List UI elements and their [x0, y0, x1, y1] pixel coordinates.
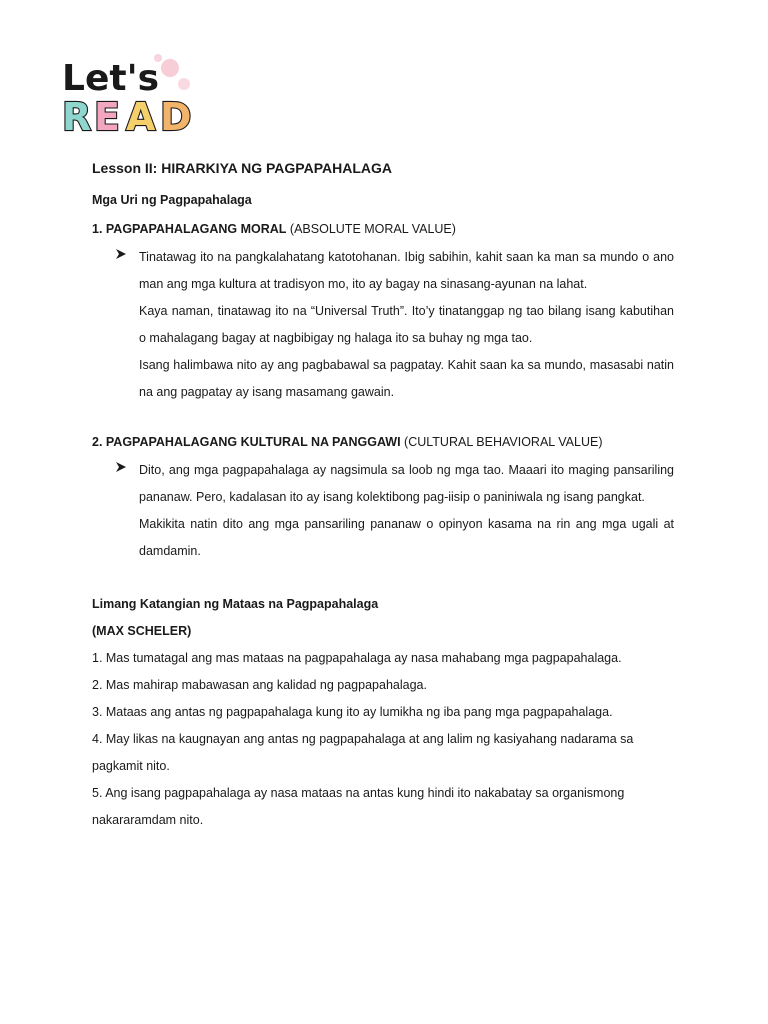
list-item: 2. Mas mahirap mabawasan ang kalidad ng pagpapahalaga.	[92, 678, 427, 692]
section1-heading: 1. PAGPAPAHALAGANG MORAL (ABSOLUTE MORAL VALUE)	[92, 222, 456, 236]
subtitle: Mga Uri ng Pagpapahalaga	[92, 193, 252, 207]
lesson-title: Lesson II: HIRARKIYA NG PAGPAPAHALAGA	[92, 160, 392, 176]
characteristics-title: Limang Katangian ng Mataas na Pagpapahalaga	[92, 597, 379, 611]
section2-heading: 2. PAGPAPAHALAGANG KULTURAL NA PANGGAWI (CULTURAL BEHAVIORAL VALUE)	[92, 435, 603, 449]
document-body	[92, 158, 674, 834]
section1-paragraph: Tinatawag ito na pangkalahatang katotohanan. Ibig sabihin, kahit saan ka man sa mundo o ano man ang mga kultura at tradisyon mo, ito ay bagay na sinasang-ayunan na lahat.	[139, 250, 674, 291]
list-item: 4. May likas na kaugnayan ang antas ng pagpapahalaga at ang lalim ng kasiyahang nadarama sa pagkamit nito.	[92, 732, 634, 773]
characteristics-author: (MAX SCHELER)	[92, 624, 192, 638]
svg-text:R: R	[62, 95, 92, 139]
logo-lets: Let's	[62, 58, 160, 99]
characteristics-list	[92, 645, 674, 834]
svg-text:E: E	[94, 95, 120, 139]
section2-bullet	[92, 457, 674, 565]
section2-paragraph: Dito, ang mga pagpapahalaga ay nagsimula sa loob ng mga tao. Maaari ito maging pansariling pananaw. Pero, kadalasan ito ay isang kolektibong pag-iisip o paniniwala ng isang pangkat.	[139, 463, 674, 504]
list-item: 5. Ang isang pagpapahalaga ay nasa mataas na antas kung hindi ito nakabatay sa organismong nakararamdam nito.	[92, 786, 625, 827]
section1-paragraph: Isang halimbawa nito ay ang pagbabawal sa pagpatay. Kahit saan ka sa mundo, masasabi natin na ang pagpatay ay isang masamang gawain.	[139, 358, 674, 399]
section2-paragraph: Makikita natin dito ang mga pansariling pananaw o opinyon kasama na rin ang mga ugali at damdamin.	[139, 517, 674, 558]
svg-text:A: A	[126, 95, 156, 139]
arrow-bullet-icon	[114, 457, 128, 477]
list-item: 3. Mataas ang antas ng pagpapahalaga kung ito ay lumikha ng iba pang mga pagpapahalaga.	[92, 705, 613, 719]
section1-bullet	[92, 244, 674, 406]
lets-read-logo	[58, 50, 202, 140]
list-item: 1. Mas tumatagal ang mas mataas na pagpapahalaga ay nasa mahabang mga pagpapahalaga.	[92, 651, 622, 665]
section1-paragraph: Kaya naman, tinatawag ito na “Universal Truth”. Ito’y tinatanggap ng tao bilang isang kabutihan o mahalagang bagay at nagbibigay ng halaga ito sa buhay ng mga tao.	[139, 304, 674, 345]
svg-text:D: D	[160, 95, 192, 139]
arrow-bullet-icon	[114, 244, 128, 264]
